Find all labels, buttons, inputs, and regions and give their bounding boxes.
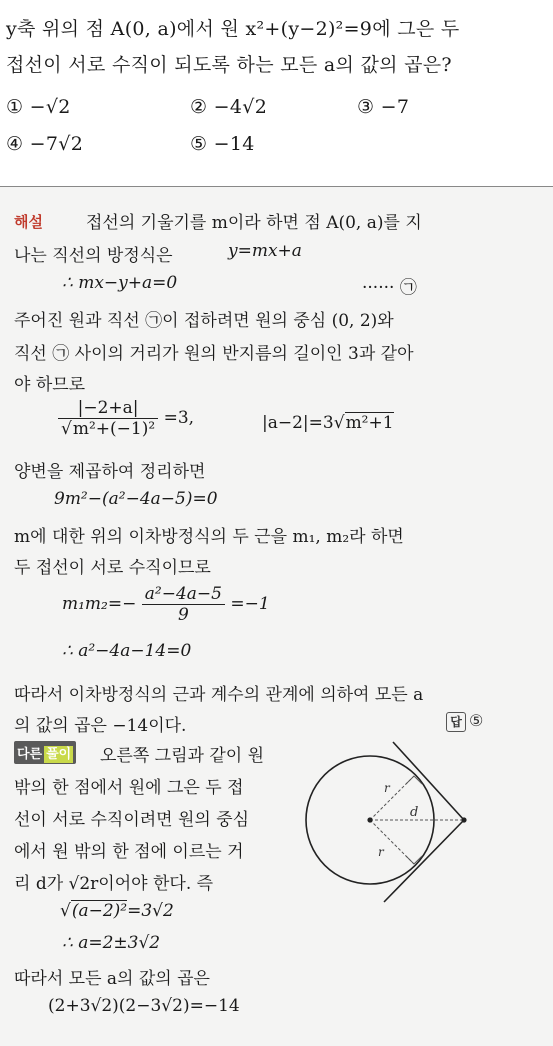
distance-equation <box>58 398 194 439</box>
alt-label-a: 다른 <box>17 747 43 762</box>
solution-line-9: 두 접선이 서로 수직이므로 <box>14 558 211 578</box>
alt-equation-3: (2+3√2)(2−3√2)=−14 <box>48 996 240 1016</box>
tangent-figure <box>298 736 553 904</box>
alt-equation-1-radicand: (a−2)² <box>71 901 128 921</box>
choice-2[interactable]: ② −4√2 <box>190 96 268 118</box>
figure-label-r-upper: r <box>384 781 390 795</box>
product-equation-lhs: m₁m₂=− <box>62 594 137 614</box>
equation-tag: ······ ㉠ <box>362 278 417 298</box>
alt-line-6: 따라서 모든 a의 값의 곱은 <box>14 969 210 989</box>
alt-line-2: 밖의 한 점에서 원에 그은 두 접 <box>14 778 244 798</box>
solution-label: 해설 <box>14 213 43 231</box>
question-line-1: y축 위의 점 A(0, a)에서 원 x²+(y−2)²=9에 그은 두 <box>6 18 460 40</box>
alt-line-1: 오른쪽 그림과 같이 원 <box>100 746 265 766</box>
solution-line-2: 나는 직선의 방정식은 <box>14 246 173 266</box>
alt-line-4: 에서 원 밖의 한 점에 이르는 거 <box>14 842 244 862</box>
answer-label: 답 <box>446 712 466 732</box>
product-equation-rhs: =−1 <box>230 594 270 614</box>
quadratic-in-a: ∴ a²−4a−14=0 <box>62 641 192 661</box>
alt-equation-2: ∴ a=2±3√2 <box>62 933 161 953</box>
distance-equation-rhs: =3, <box>163 408 195 428</box>
abs-equation-lhs: |a−2|=3 <box>262 413 334 433</box>
alt-equation-1-rhs: =3√2 <box>127 901 174 921</box>
answer-box <box>446 711 483 732</box>
solution-line-5: 직선 ㉠ 사이의 거리가 원의 반지름의 길이인 3과 같아 <box>14 344 414 364</box>
product-equation <box>62 584 270 625</box>
equation-tangent-line: ∴ mx−y+a=0 <box>62 273 178 293</box>
alt-line-3: 선이 서로 수직이려면 원의 중심 <box>14 810 250 830</box>
choice-5[interactable]: ⑤ −14 <box>190 133 255 155</box>
quadratic-in-m: 9m²−(a²−4a−5)=0 <box>54 489 218 509</box>
choice-1[interactable]: ① −√2 <box>6 96 71 118</box>
alt-solution-badge <box>14 741 76 764</box>
denominator-radicand: m²+(−1)² <box>72 419 156 439</box>
solution-line-8: m에 대한 위의 이차방정식의 두 근을 m₁, m₂라 하면 <box>14 527 404 547</box>
solution-line-4: 주어진 원과 직선 ㉠이 접하려면 원의 중심 (0, 2)와 <box>14 311 394 331</box>
product-fraction-numerator: a²−4a−5 <box>142 584 225 605</box>
abs-equation-radicand: m²+1 <box>345 413 394 433</box>
alt-label-b: 풀이 <box>46 747 72 762</box>
figure-external-point <box>461 817 466 822</box>
product-fraction <box>142 584 225 625</box>
figure-center-point <box>367 817 372 822</box>
solution-line-10: 따라서 이차방정식의 근과 계수의 관계에 의하여 모든 a <box>14 685 424 705</box>
alt-line-5: 리 d가 √2r이어야 한다. 즉 <box>14 874 214 894</box>
solution-line-1: 접선의 기울기를 m이라 하면 점 A(0, a)를 지 <box>86 213 422 233</box>
distance-fraction <box>58 398 158 439</box>
alt-equation-1: √(a−2)²=3√2 <box>60 901 174 921</box>
solution-line-11: 의 값의 곱은 −14이다. <box>14 716 187 736</box>
solution-line-6: 야 하므로 <box>14 375 86 395</box>
figure-label-r-lower: r <box>378 845 384 859</box>
distance-fraction-denominator: √m²+(−1)² <box>61 419 156 439</box>
figure-label-d: d <box>410 805 419 820</box>
abs-equation: |a−2|=3√m²+1 <box>262 413 394 433</box>
choice-4[interactable]: ④ −7√2 <box>6 133 84 155</box>
question-line-2: 접선이 서로 수직이 되도록 하는 모든 a의 값의 곱은? <box>6 54 452 76</box>
product-fraction-denominator: 9 <box>177 605 189 625</box>
choice-3[interactable]: ③ −7 <box>357 96 410 118</box>
distance-fraction-numerator: |−2+a| <box>58 398 158 419</box>
solution-line-2-equation: y=mx+a <box>228 241 302 261</box>
answer-value: ⑤ <box>469 711 484 730</box>
alt-solution-label <box>14 741 76 764</box>
solution-line-7: 양변을 제곱하여 정리하면 <box>14 462 206 482</box>
figure-tangent-lower <box>384 820 464 902</box>
figure-tangent-upper <box>393 742 464 820</box>
